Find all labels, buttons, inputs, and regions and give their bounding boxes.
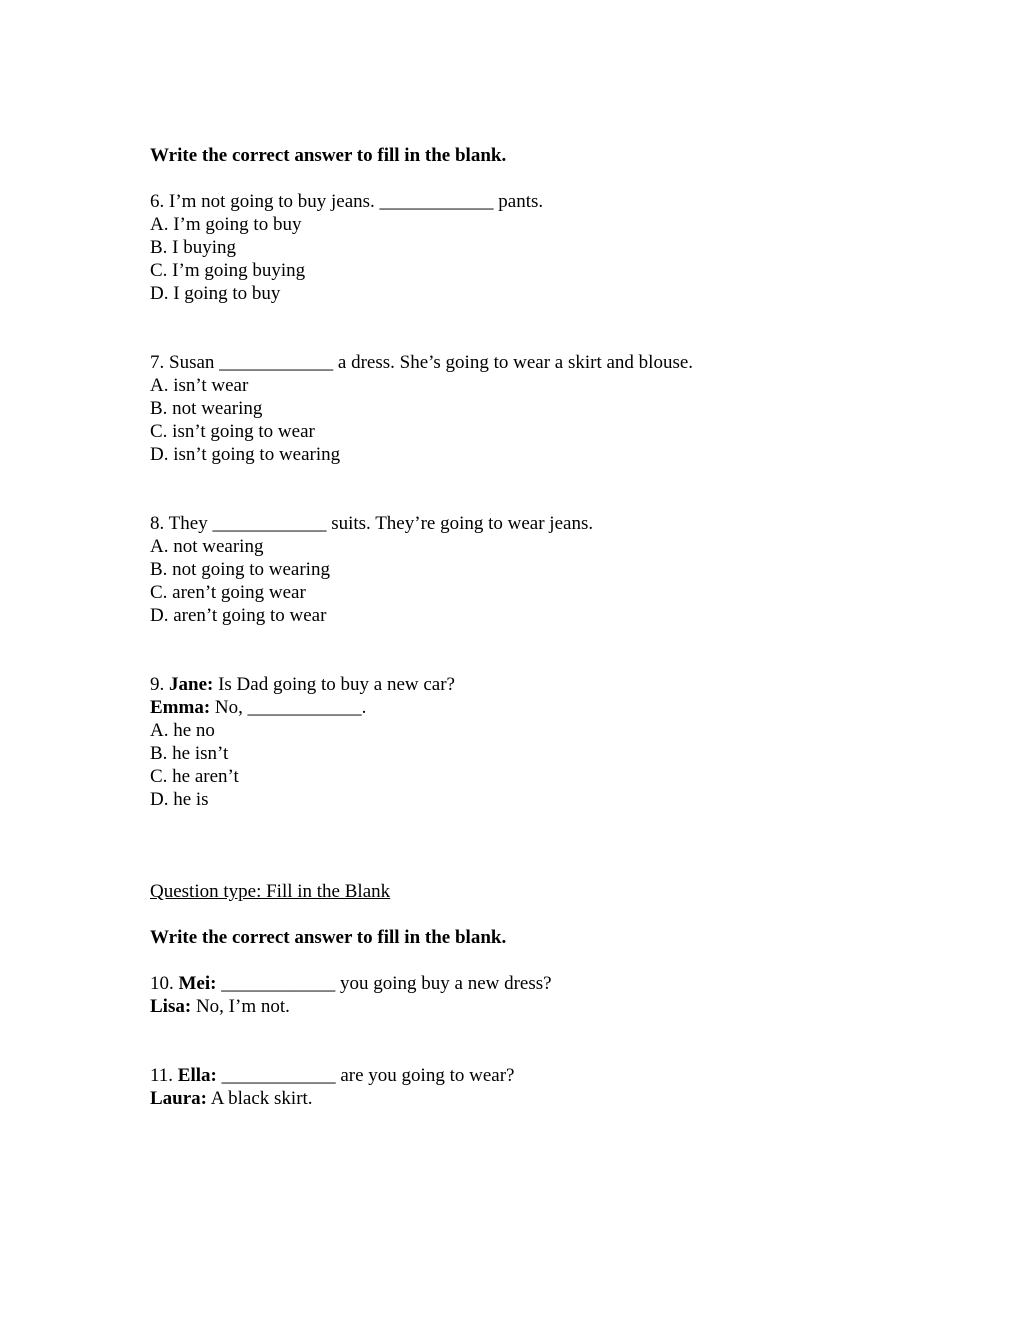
question-10-speaker-2: Lisa:	[150, 996, 192, 1017]
question-7-option-c: C. isn’t going to wear	[150, 421, 315, 442]
question-9-option-a: A. he no	[150, 720, 215, 741]
question-9-option-c: C. he aren’t	[150, 766, 239, 787]
question-9-line-2: No, ____________.	[210, 697, 367, 718]
question-11-number: 11.	[150, 1065, 178, 1086]
question-10-line-2: No, I’m not.	[191, 996, 290, 1017]
question-6-option-d: D. I going to buy	[150, 283, 281, 304]
question-6-option-a: A. I’m going to buy	[150, 214, 302, 235]
question-10-speaker-1: Mei:	[178, 973, 217, 994]
question-11-line-2: A black skirt.	[207, 1088, 313, 1109]
question-10-number: 10.	[150, 973, 179, 994]
question-7-option-b: B. not wearing	[150, 398, 263, 419]
question-6-option-b: B. I buying	[150, 237, 237, 258]
question-9-line-1: Is Dad going to buy a new car?	[213, 674, 455, 695]
instruction-heading-2: Write the correct answer to fill in the blank.	[150, 927, 507, 948]
question-8-option-b: B. not going to wearing	[150, 559, 330, 580]
question-9-speaker-2: Emma:	[150, 697, 211, 718]
instruction-heading: Write the correct answer to fill in the blank.	[150, 145, 507, 166]
question-7-option-d: D. isn’t going to wearing	[150, 444, 341, 465]
question-7-option-a: A. isn’t wear	[150, 375, 249, 396]
question-6-option-c: C. I’m going buying	[150, 260, 306, 281]
question-11-reply	[150, 1087, 313, 1110]
question-8-prompt: 8. They ____________ suits. They’re going to wear jeans.	[150, 513, 594, 534]
question-7-prompt: 7. Susan ____________ a dress. She’s going to wear a skirt and blouse.	[150, 352, 694, 373]
question-8-option-d: D. aren’t going to wear	[150, 605, 327, 626]
question-10-reply	[150, 995, 290, 1018]
question-9-option-b: B. he isn’t	[150, 743, 229, 764]
question-8-option-a: A. not wearing	[150, 536, 264, 557]
question-11-prompt	[150, 1064, 514, 1087]
question-type-label: Question type: Fill in the Blank	[150, 881, 391, 902]
question-9-reply	[150, 696, 366, 719]
question-10-prompt	[150, 972, 552, 995]
question-11-speaker-1: Ella:	[177, 1065, 217, 1086]
question-11-line-1: ____________ are you going to wear?	[216, 1065, 515, 1086]
question-9-number: 9.	[150, 674, 169, 695]
question-9-prompt	[150, 673, 455, 696]
question-8-option-c: C. aren’t going wear	[150, 582, 306, 603]
question-6-prompt: 6. I’m not going to buy jeans. ____________ pants.	[150, 191, 544, 212]
question-11-speaker-2: Laura:	[150, 1088, 207, 1109]
question-10-line-1: ____________ you going buy a new dress?	[216, 973, 552, 994]
question-9-option-d: D. he is	[150, 789, 209, 810]
question-9-speaker-1: Jane:	[169, 674, 214, 695]
